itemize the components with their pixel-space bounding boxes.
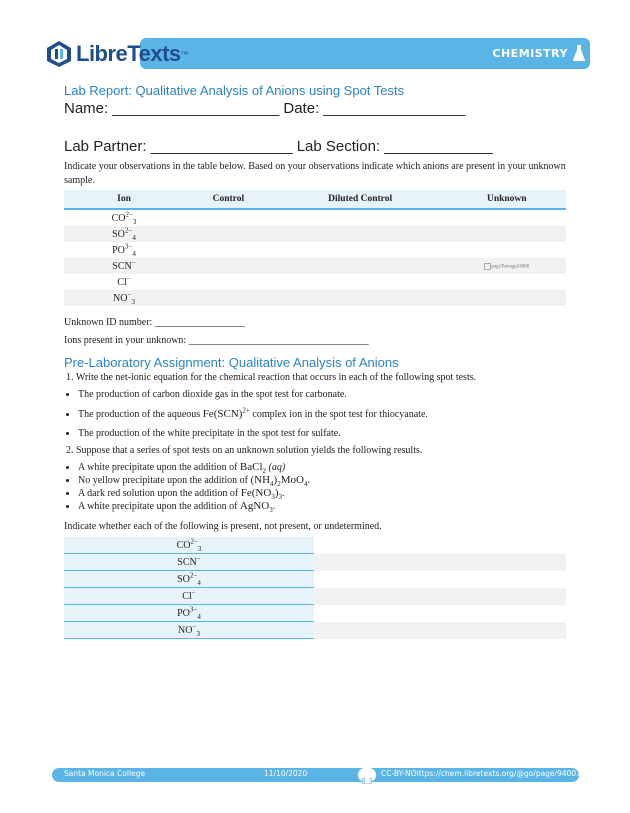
ion-cell: $CO^{2-}_3$ — [64, 537, 314, 554]
ion-cell: Cl− — [117, 274, 131, 288]
list-item: • A dark red solution upon the addition of $Fe(NO_3)_3$. — [78, 487, 564, 500]
answer-cell[interactable] — [314, 554, 566, 571]
ions-present-line: Ions present in your unknown: ____________________________________ — [64, 335, 369, 346]
list-item: • A white precipitate upon the addition of AgNO$_3$. — [78, 500, 564, 513]
unknown-id-line: Unknown ID number: __________________ — [64, 317, 245, 328]
page-number: 8.3 — [361, 777, 373, 786]
table-row — [64, 554, 566, 571]
table-row — [64, 622, 566, 639]
ion-cell: SCN− — [64, 554, 314, 571]
ion-cell: $SO^{2-}_4$ — [64, 226, 184, 242]
ion-cell: $NO^-_3$ — [64, 622, 314, 639]
intro-paragraph: Indicate your observations in the table below. Based on your observations indicate which anions are present in your unknown sample. — [64, 161, 566, 186]
libretexts-logo[interactable] — [46, 39, 189, 69]
question-2: 2. Suppose that a series of spot tests on an unknown solution yields the following results. — [66, 445, 423, 456]
name-date-line: Name: ____________________ Date: _________________ — [64, 100, 466, 117]
table-row — [64, 537, 566, 554]
libretexts-logo-icon — [46, 40, 72, 68]
col-unknown: Unknown — [448, 190, 566, 209]
footer-url[interactable]: https://chem.libretexts.org/@go/page/94007 — [414, 769, 581, 778]
table-row — [64, 258, 566, 274]
answer-cell[interactable] — [314, 588, 566, 605]
table-row — [64, 290, 566, 306]
table-row — [64, 209, 566, 226]
table-row — [64, 242, 566, 258]
ion-cell: $SO^{2-}_4$ — [64, 571, 314, 588]
ion-cell: SCN− — [64, 258, 184, 274]
question-1-items — [64, 388, 564, 441]
table-header-row — [64, 190, 566, 209]
partner-section-line: Lab Partner: _________________ Lab Section: _____________ — [64, 138, 493, 155]
subject-label: CHEMISTRY — [492, 47, 568, 60]
table-row — [64, 226, 566, 242]
ion-cell: $CO^{2-}_3$ — [111, 210, 137, 226]
table-row — [64, 274, 566, 290]
answer-cell[interactable] — [314, 605, 566, 622]
ion-cell: $PO^{3-}_4$ — [112, 242, 136, 258]
answer-cell[interactable] — [314, 537, 566, 554]
prelab-title: Pre-Laboratory Assignment: Qualitative Analysis of Anions — [64, 355, 399, 370]
table-row — [64, 605, 566, 622]
question-2-items — [64, 461, 564, 513]
list-item: • The production of the aqueous Fe(SCN)$^{2+}$ complex ion in the spot test for thiocyanate. — [78, 407, 564, 422]
ion-cell: Cl− — [64, 588, 314, 605]
table-row — [64, 588, 566, 605]
list-item: • A white precipitate upon the addition of BaCl$_2$ (aq) — [78, 461, 564, 474]
col-control: Control — [184, 190, 273, 209]
col-diluted-control: Diluted Control — [273, 190, 448, 209]
page-number-badge — [358, 768, 376, 786]
answer-cell[interactable] — [314, 571, 566, 588]
list-item: • No yellow precipitate upon the addition of $(NH_4)_2MoO_4$. — [78, 474, 564, 487]
list-item: • The production of carbon dioxide gas in the spot test for carbonate. — [78, 388, 564, 402]
ion-cell: $PO^{3-}_4$ — [64, 605, 314, 622]
indicate-instruction: Indicate whether each of the following is present, not present, or undetermined. — [64, 521, 382, 532]
col-ion: Ion — [64, 190, 184, 209]
presence-table — [64, 537, 566, 639]
flask-icon — [572, 44, 586, 62]
table-row — [64, 571, 566, 588]
footer-bar — [52, 768, 581, 786]
list-item: • The production of the white precipitate in the spot test for sulfate. — [78, 427, 564, 441]
observations-table — [64, 190, 566, 306]
question-1: 1. Write the net-ionic equation for the chemical reaction that occurs in each of the following spot tests. — [66, 372, 477, 383]
brand-name: LibreTexts — [76, 41, 181, 66]
answer-cell[interactable] — [314, 622, 566, 639]
footer-date: 11/10/2020 — [264, 769, 308, 778]
brand-tm: ™ — [180, 49, 189, 59]
footer-college: Santa Monica College — [64, 769, 146, 778]
unknown-image-placeholder: pageTemage24808 — [448, 258, 566, 274]
page-title: Lab Report: Qualitative Analysis of Anions using Spot Tests — [64, 83, 405, 98]
footer-license: CC-BY-NC — [381, 769, 416, 778]
ion-cell: $NO^-_3$ — [64, 290, 184, 306]
